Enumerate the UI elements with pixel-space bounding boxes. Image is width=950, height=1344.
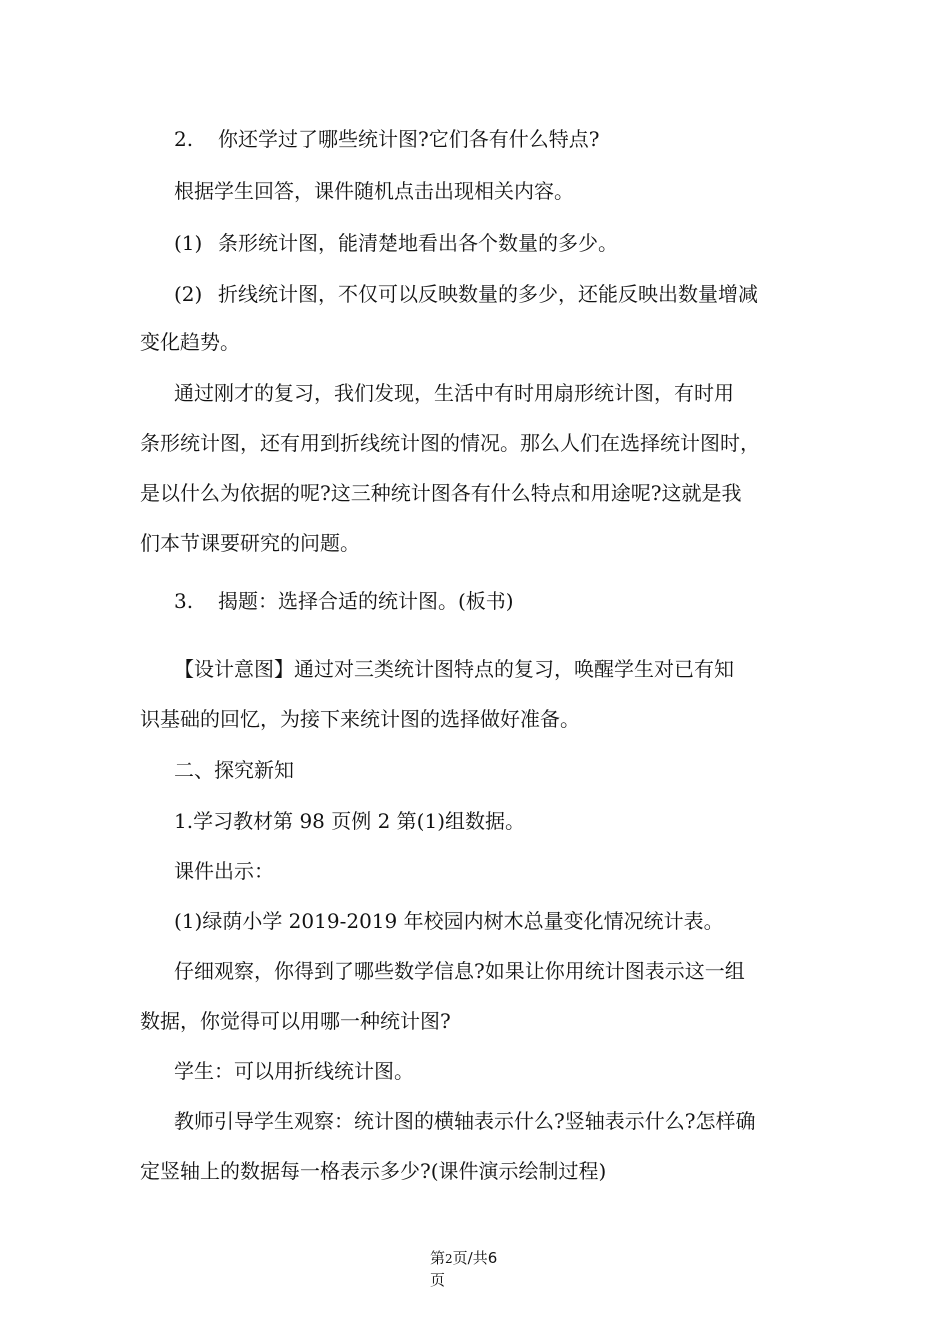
- current-page: 2: [445, 1252, 453, 1266]
- page-number: [430, 1248, 497, 1269]
- question-3-text: 揭题：选择合适的统计图。(板书): [218, 589, 514, 613]
- study-item-1: 1.学习教材第 98 页例 2 第(1)组数据。: [174, 809, 526, 833]
- item-2-text: 折线统计图，不仅可以反映数量的多少，还能反映出数量增减: [218, 282, 758, 306]
- courseware-label: 课件出示：: [174, 859, 274, 883]
- review-line-4: 们本节课要研究的问题。: [140, 531, 360, 555]
- page-prefix: 第: [430, 1249, 446, 1267]
- question-3: [174, 588, 874, 614]
- review-line-3: 是以什么为依据的呢?这三种统计图各有什么特点和用途呢?这就是我: [140, 481, 742, 505]
- item-1-text: 条形统计图，能清楚地看出各个数量的多少。: [218, 231, 618, 255]
- teacher-line-2: 定竖轴上的数据每一格表示多少?(课件演示绘制过程): [140, 1159, 607, 1183]
- item-1: [174, 230, 874, 256]
- item-2-line-1: [174, 281, 874, 307]
- section-heading: 二、探究新知: [174, 758, 294, 782]
- total-pages: 6: [487, 1249, 498, 1267]
- question-2: [174, 126, 874, 152]
- design-intent-line-1: 【设计意图】通过对三类统计图特点的复习，唤醒学生对已有知: [174, 657, 734, 681]
- page-mid: 页/共: [452, 1249, 488, 1267]
- page-suffix: 页: [430, 1271, 446, 1289]
- observe-line-1: 仔细观察，你得到了哪些数学信息?如果让你用统计图表示这一组: [174, 959, 745, 983]
- observe-line-2: 数据，你觉得可以用哪一种统计图?: [140, 1009, 451, 1033]
- item-2-number: (2): [174, 282, 203, 306]
- question-3-number: 3.: [174, 589, 194, 613]
- item-1-number: (1): [174, 231, 203, 255]
- design-intent-line-2: 识基础的回忆，为接下来统计图的选择做好准备。: [140, 707, 580, 731]
- review-line-1: 通过刚才的复习，我们发现，生活中有时用扇形统计图，有时用: [174, 381, 734, 405]
- question-2-text: 你还学过了哪些统计图?它们各有什么特点?: [218, 127, 600, 151]
- item-2-line-2: 变化趋势。: [140, 330, 240, 354]
- teacher-line-1: 教师引导学生观察：统计图的横轴表示什么?竖轴表示什么?怎样确: [174, 1109, 756, 1133]
- answer-paragraph: 根据学生回答，课件随机点击出现相关内容。: [174, 179, 574, 203]
- table-title: (1)绿荫小学 2019-2019 年校园内树木总量变化情况统计表。: [174, 909, 724, 933]
- review-line-2: 条形统计图，还有用到折线统计图的情况。那么人们在选择统计图时，: [140, 431, 760, 455]
- question-2-number: 2.: [174, 127, 194, 151]
- student-answer: 学生：可以用折线统计图。: [174, 1059, 414, 1083]
